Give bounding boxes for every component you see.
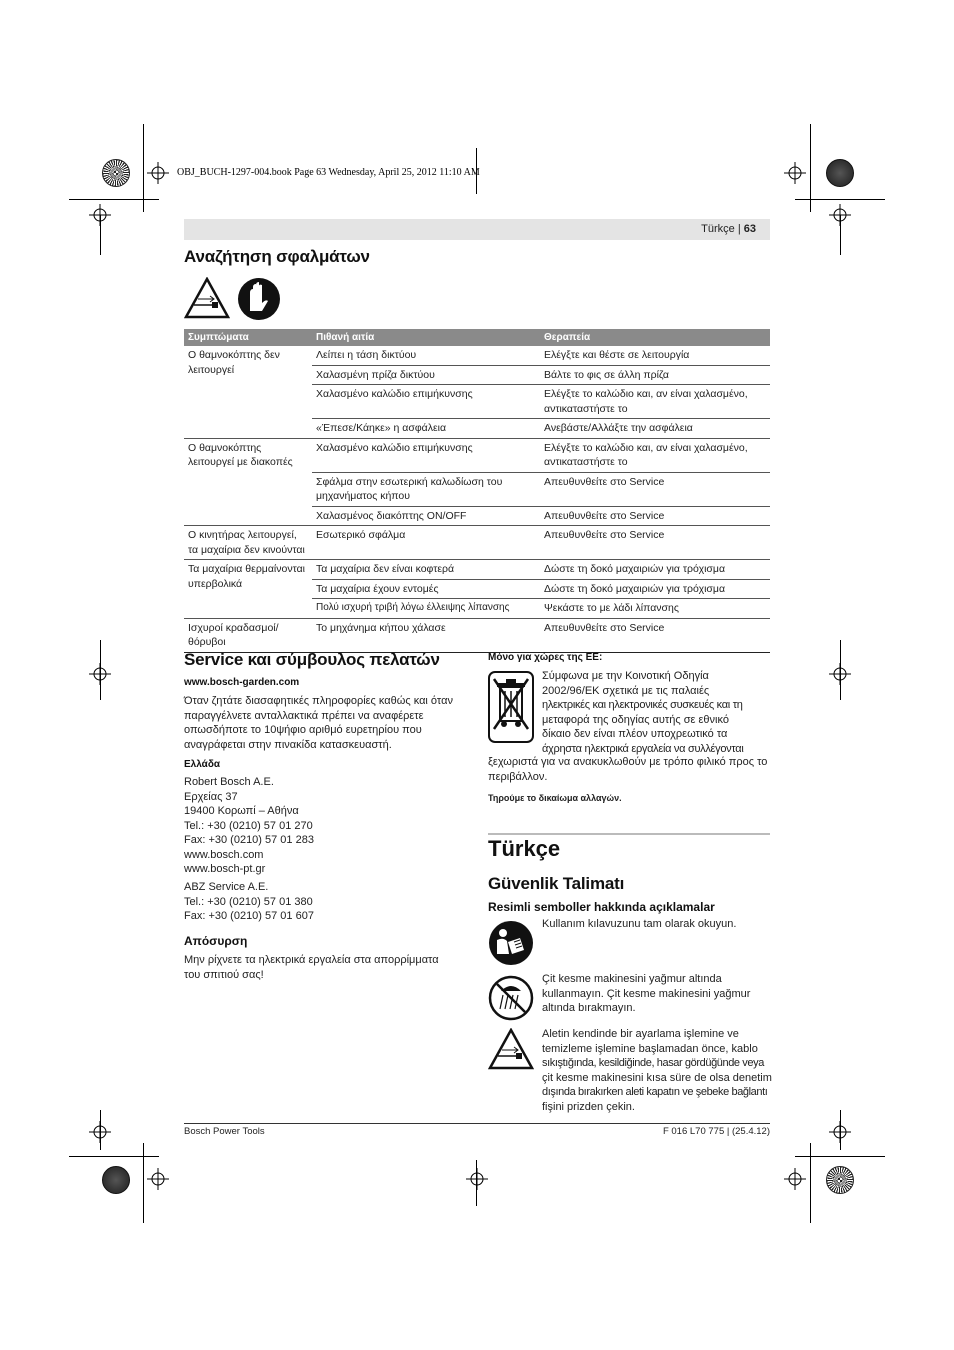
footer-brand: Bosch Power Tools [184, 1126, 265, 1137]
column-header: Πιθανή αιτία [312, 329, 540, 346]
address-block [184, 880, 469, 924]
crosshair-mark [784, 1168, 806, 1190]
symbol2-line: kullanmayın. Çit kesme makinesini yağmur [542, 987, 751, 1000]
remedy-cell: Απευθυνθείτε στο Service [540, 618, 770, 652]
address-line: Robert Bosch A.E. [184, 776, 274, 788]
read-manual-icon [488, 920, 534, 966]
remedy-cell: Απευθυνθείτε στο Service [540, 506, 770, 526]
remedy-cell: Ελέγξτε το καλώδιο και, αν είναι χαλασμένο, αντικαταστήστε το [540, 385, 770, 419]
cause-cell: Το μηχάνημα κήπου χάλασε [312, 618, 540, 652]
table-row [184, 346, 770, 365]
crosshair-mark [89, 1121, 111, 1143]
country-label: Ελλάδα [184, 759, 221, 770]
cause-cell: Χαλασμένο καλώδιο επιμήκυνσης [312, 438, 540, 472]
table-row [184, 560, 770, 580]
unplug-warning-icon [488, 1028, 534, 1070]
troubleshooting-table [184, 329, 770, 653]
cause-cell: Σφάλμα στην εσωτερική καλωδίωση του μηχανήματος κήπου [312, 472, 540, 506]
symptom-cell: Τα μαχαίρια θερμαίνονται υπερβολικά [184, 560, 312, 619]
phone-line: Tel.: +30 (0210) 57 01 380 [184, 895, 313, 908]
crosshair-mark [147, 1168, 169, 1190]
symbol3-text [542, 1027, 772, 1114]
symptom-cell: Ο θαμνοκόπτης λειτουργεί με διακοπές [184, 438, 312, 526]
unplug-warning-icon [184, 277, 230, 319]
crosshair-mark [784, 162, 806, 184]
cause-cell: Χαλασμένος διακόπτης ON/OFF [312, 506, 540, 526]
symbols-title: Resimli semboller hakkında açıklamalar [488, 900, 715, 914]
registration-rosette [826, 159, 854, 187]
crosshair-mark [829, 204, 851, 226]
symbol2-line: altında bırakmayın. [542, 1002, 636, 1014]
symbol3-line: temizleme işlemine başlamadan önce, kablo [542, 1042, 758, 1055]
crossed-bin-icon [488, 671, 534, 743]
address-block [184, 775, 469, 877]
section-divider [488, 833, 770, 835]
page-number: 63 [743, 223, 756, 235]
eu-directive-text [542, 669, 772, 756]
eu-directive-continued: ξεχωριστά για να ανακυκλωθούν με τρόπο φιλικό προς το περιβάλλον. [488, 756, 768, 783]
cause-cell: Εσωτερικό σφάλμα [312, 526, 540, 560]
symbol3-line: çit kesme makinesini kısa süre de olsa denetim [542, 1071, 772, 1084]
footer-docnumber: F 016 L70 775 | (25.4.12) [662, 1126, 770, 1137]
crosshair-mark [89, 663, 111, 685]
column-header: Θεραπεία [540, 329, 770, 346]
symptom-cell: Ο κινητήρας λειτουργεί, τα μαχαίρια δεν κινούνται [184, 526, 312, 560]
eu-line: 2002/96/ΕΚ σχετικά με τις παλαιές [542, 684, 710, 697]
crosshair-mark [147, 162, 169, 184]
service-title: Service και σύμβουλος πελατών [184, 650, 440, 669]
footer-rule [184, 1123, 770, 1124]
remedy-cell: Ελέγξτε και θέστε σε λειτουργία [540, 346, 770, 365]
eu-line: Σύμφωνα με την Κοινοτική Οδηγία [542, 670, 709, 682]
remedy-cell: Δώστε τη δοκό μαχαιριών για τρόχισμα [540, 560, 770, 580]
cause-cell: Χαλασμένο καλώδιο επιμήκυνσης [312, 385, 540, 419]
address-line: ABZ Service A.E. [184, 881, 269, 893]
cause-cell: Πολύ ισχυρή τριβή λόγω έλλειψης λίπανσης [312, 599, 540, 619]
eu-line: άχρηστα ηλεκτρικά εργαλεία να συλλέγονται [542, 742, 744, 755]
print-info-line: OBJ_BUCH-1297-004.book Page 63 Wednesday, April 25, 2012 11:10 AM [177, 167, 480, 178]
table-row [184, 618, 770, 652]
cause-cell: Τα μαχαίρια δεν είναι κοφτερά [312, 560, 540, 580]
service-intro: Όταν ζητάτε διασαφητικές πληροφορίες καθώς και όταν παραγγέλνετε ανταλλακτικά πρέπει να αναφέρετε οπωσδήποτε το 10ψήφιο αριθμό ευρετηρίου που αναγράφεται στην πινακίδα κατασκευαστή. [184, 695, 453, 751]
remedy-cell: Δώστε τη δοκό μαχαιριών για τρόχισμα [540, 579, 770, 599]
no-rain-icon [488, 975, 534, 1021]
column-header: Συμπτώματα [184, 329, 312, 346]
fax-line: Fax: +30 (0210) 57 01 607 [184, 910, 314, 922]
symptom-cell: Ο θαμνοκόπτης δεν λειτουργεί [184, 346, 312, 438]
web-link[interactable]: www.bosch-pt.gr [184, 863, 266, 875]
cause-cell: Λείπει η τάση δικτύου [312, 346, 540, 365]
cause-cell: Τα μαχαίρια έχουν εντομές [312, 579, 540, 599]
symbol2-line: Çit kesme makinesini yağmur altında [542, 973, 722, 985]
symbol2-text [542, 972, 772, 1016]
symbol1-text: Kullanım kılavuzunu tam olarak okuyun. [542, 918, 737, 930]
eu-title: Μόνο για χώρες της ΕΕ: [488, 652, 603, 663]
crosshair-mark [829, 1121, 851, 1143]
symbol3-line: sıkıştığında, kesildiğinde, hasar gördüğünde veya [542, 1057, 764, 1069]
address-line: Ερχείας 37 [184, 790, 238, 803]
cause-cell: Χαλασμένη πρίζα δικτύου [312, 365, 540, 385]
cause-cell: «Έπεσε/Κάηκε» η ασφάλεια [312, 419, 540, 439]
service-url[interactable]: www.bosch-garden.com [184, 677, 300, 688]
registration-rosette [102, 1166, 130, 1194]
table-row [184, 526, 770, 560]
remedy-cell: Απευθυνθείτε στο Service [540, 472, 770, 506]
remedy-cell: Απευθυνθείτε στο Service [540, 526, 770, 560]
remedy-cell: Ανεβάστε/Αλλάξτε την ασφάλεια [540, 419, 770, 439]
registration-rosette [826, 1166, 854, 1194]
registration-rosette [102, 159, 130, 187]
turkish-title: Türkçe [488, 836, 561, 861]
remedy-cell: Βάλτε το φις σε άλλη πρίζα [540, 365, 770, 385]
safety-title: Güvenlik Talimatı [488, 874, 625, 893]
eu-line: ηλεκτρικές και ηλεκτρονικές συσκευές και τη [542, 699, 743, 711]
symptom-cell: Ισχυροί κραδασμοί/ θόρυβοι [184, 618, 312, 652]
phone-line: Tel.: +30 (0210) 57 01 270 [184, 819, 313, 832]
eu-line: δίκαιο δεν είναι πλέον υποχρεωτικό τα [542, 728, 728, 740]
table-row [184, 438, 770, 472]
remedy-cell: Ψεκάστε το με λάδι λίπανσης [540, 599, 770, 619]
crosshair-mark [89, 204, 111, 226]
disposal-text: Μην ρίχνετε τα ηλεκτρικά εργαλεία στα απορρίμματα του σπιτιού σας! [184, 954, 439, 981]
crosshair-mark [829, 663, 851, 685]
eu-line: μεταφορά της οδηγίας αυτής σε εθνικό [542, 713, 729, 726]
symbol3-line: dışında bırakırken aleti kapatın ve şebeke bağlantı [542, 1086, 768, 1098]
running-header [184, 219, 770, 240]
disposal-title: Απόσυρση [184, 934, 248, 948]
remedy-cell: Ελέγξτε το καλώδιο και, αν είναι χαλασμένο, αντικαταστήστε το [540, 438, 770, 472]
crosshair-mark [466, 1168, 488, 1190]
troubleshooting-title: Αναζήτηση σφαλμάτων [184, 247, 370, 266]
gloves-icon [236, 277, 282, 321]
fax-line: Fax: +30 (0210) 57 01 283 [184, 834, 314, 846]
header-section: Türkçe | [701, 223, 744, 235]
symbol3-line: fişini prizden çekin. [542, 1100, 635, 1113]
rights-reserved: Τηρούμε το δικαίωμα αλλαγών. [488, 793, 622, 803]
web-link[interactable]: www.bosch.com [184, 848, 264, 861]
symbol3-line: Aletin kendinde bir ayarlama işlemine ve [542, 1028, 739, 1040]
address-line: 19400 Κορωπί – Αθήνα [184, 805, 299, 817]
